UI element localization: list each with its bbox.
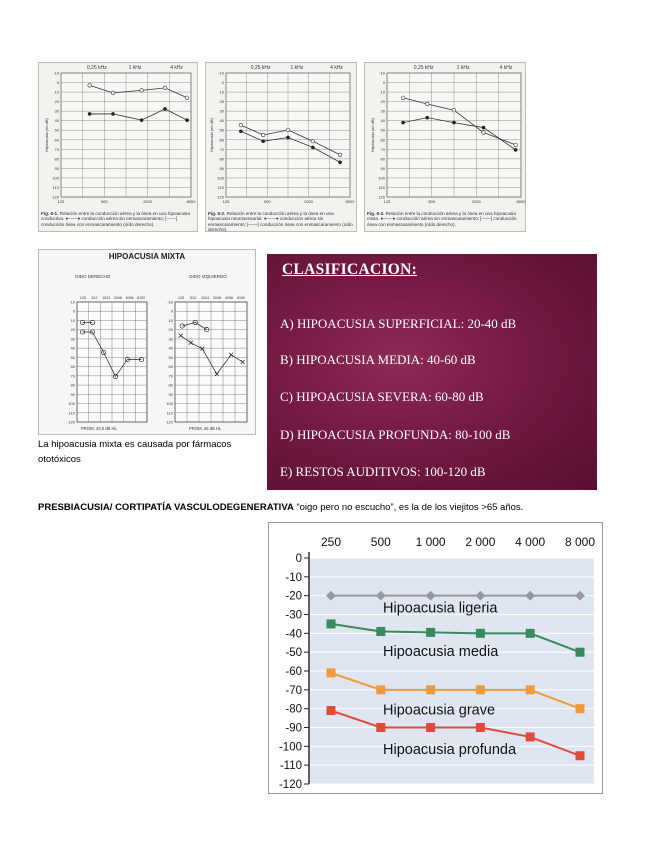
audiogram-point — [514, 148, 518, 152]
audiogram-header-label: 0,25 kHz — [87, 65, 107, 71]
audiogram-point — [140, 89, 144, 93]
presbiacusia-description: “oigo pero no escucho”, es la de los viejitos >65 años. — [293, 502, 524, 513]
y-tick-label: 10 — [54, 89, 59, 95]
data-point — [376, 627, 385, 636]
x-tick-label: 8000 — [345, 199, 355, 204]
y-tick-label: 30 — [380, 108, 385, 114]
classification-item: C) HIPOACUSIA SEVERA: 60-80 dB — [280, 389, 484, 404]
y-tick-label: -110 — [279, 760, 302, 773]
audiogram-point — [239, 129, 243, 133]
y-tick-label: -70 — [285, 684, 302, 697]
y-tick-label: -10 — [69, 299, 75, 305]
classification-slide — [267, 254, 597, 490]
x-tick-label: 8 000 — [564, 535, 596, 549]
audiogram-point — [514, 143, 518, 147]
y-tick-label: 120 — [217, 194, 224, 200]
audiogram-point — [452, 121, 456, 125]
y-tick-label: 70 — [380, 146, 385, 152]
data-point — [576, 704, 585, 713]
y-tick-label: 110 — [378, 184, 385, 190]
mixed-hearing-loss-audiograms — [38, 249, 256, 435]
y-tick-label: 40 — [380, 118, 385, 124]
audiogram-point — [286, 136, 290, 140]
y-tick-label: 20 — [219, 99, 224, 105]
y-tick-label: 50 — [70, 354, 75, 360]
audiogram-point — [239, 123, 243, 127]
audiogram-grid — [39, 63, 199, 233]
frequency-label: 1024 — [102, 296, 111, 300]
data-point — [476, 629, 485, 638]
audiogram-point — [111, 112, 115, 116]
y-axis-label: Hipoacusia (en dB) — [209, 117, 214, 153]
audiogram-point — [311, 146, 315, 150]
x-tick-label: 500 — [370, 535, 391, 549]
frequency-label: 4096 — [125, 296, 134, 300]
frequency-label: 125 — [178, 296, 184, 300]
y-tick-label: 80 — [70, 382, 75, 388]
data-point — [576, 751, 585, 760]
y-tick-label: -20 — [285, 590, 302, 603]
y-tick-label: 90 — [70, 391, 75, 397]
y-tick-label: 120 — [166, 419, 173, 425]
y-tick-label: 40 — [219, 118, 224, 124]
frequency-label: 125 — [79, 296, 86, 300]
y-tick-label: 50 — [54, 127, 59, 133]
y-tick-label: -120 — [278, 779, 302, 791]
y-tick-label: -50 — [285, 647, 302, 660]
frequency-label: 512 — [91, 296, 98, 300]
y-tick-label: 70 — [168, 373, 173, 379]
data-point — [526, 629, 535, 638]
y-tick-label: -10 — [167, 299, 173, 305]
audiogram-header-label: 0,25 kHz — [413, 65, 434, 71]
y-tick-label: 10 — [380, 89, 385, 95]
y-tick-label: 30 — [70, 336, 75, 342]
x-tick-label: 125 — [222, 199, 230, 204]
series-label: Hipoacusia ligeria — [383, 600, 498, 617]
audiogram-mixed — [364, 62, 526, 232]
y-tick-label: 10 — [219, 89, 224, 95]
y-tick-label: 20 — [70, 327, 75, 333]
y-tick-label: -30 — [285, 609, 302, 622]
y-tick-label: 80 — [168, 382, 173, 388]
y-axis-label: Hipoacusia (en dB) — [370, 117, 375, 153]
classification-title: CLASIFICACION: — [282, 261, 418, 278]
audiogram-point — [338, 153, 342, 157]
y-tick-label: 90 — [168, 391, 173, 397]
x-tick-label: 125 — [57, 199, 65, 204]
audiogram-caption: Fig. 6-2. Relación entre la conducción aérea y la ósea en una hipoacusia neurosensorial. ●——● conducción aérea sin enmascaramiento; [——[ conducción ósea con enmascaramiento (oído derecho). — [208, 211, 353, 233]
y-tick-label: 100 — [68, 401, 75, 407]
x-tick-label: 250 — [320, 535, 342, 549]
mixed-audiogram-grids — [39, 250, 257, 436]
y-tick-label: -80 — [285, 703, 302, 716]
audiogram-header-label: 4 kHz — [499, 65, 513, 71]
audiogram-point — [425, 116, 429, 120]
audiogram-header-label: 4 kHz — [170, 65, 183, 71]
y-tick-label: 0 — [56, 80, 59, 86]
audiogram-point — [261, 139, 265, 143]
audiogram-point — [482, 126, 486, 130]
data-point — [476, 685, 485, 694]
x-tick-label: 8000 — [516, 199, 526, 204]
audiogram-conductive — [38, 62, 198, 232]
data-point — [327, 706, 336, 715]
audiogram-header-label: 1 kHz — [456, 65, 470, 71]
y-tick-label: 0 — [72, 308, 75, 314]
audiogram-point — [163, 86, 167, 90]
x-tick-label: 500 — [263, 199, 271, 204]
y-tick-label: 100 — [217, 175, 224, 181]
mixed-caption: La hipoacusia mixta es causada por fármacos ototóxicos — [38, 439, 232, 465]
audiogram-point — [311, 139, 315, 143]
y-tick-label: 20 — [168, 327, 173, 333]
y-tick-label: -10 — [53, 70, 59, 76]
audiogram-point — [338, 160, 342, 164]
y-tick-label: 110 — [52, 184, 59, 190]
y-tick-label: 50 — [168, 354, 173, 360]
y-tick-label: 80 — [380, 156, 385, 162]
frequency-label: 2048 — [213, 296, 221, 300]
data-point — [327, 668, 336, 677]
presbiacusia-text — [38, 502, 523, 513]
y-tick-label: -60 — [285, 666, 302, 678]
x-tick-label: 4 000 — [515, 535, 546, 549]
audiogram-point — [185, 118, 189, 122]
data-point — [426, 628, 435, 637]
y-tick-label: 0 — [221, 80, 224, 86]
audiogram-point — [140, 118, 144, 122]
data-point — [426, 685, 435, 694]
y-axis-label: Hipoacusia (en dB) — [44, 117, 49, 153]
y-tick-label: -10 — [218, 70, 224, 76]
audiogram-point — [482, 131, 486, 135]
y-tick-label: 10 — [168, 317, 173, 323]
x-tick-label: 8000 — [186, 199, 196, 204]
y-tick-label: -90 — [285, 722, 302, 735]
audiogram-point — [401, 96, 405, 100]
audiogram-point — [185, 96, 189, 100]
left-ear-label: OIDO IZQUIERDO — [189, 274, 227, 279]
audiogram-point — [261, 133, 265, 137]
classification-item: A) HIPOACUSIA SUPERFICIAL: 20-40 dB — [280, 316, 517, 331]
data-point — [476, 723, 485, 732]
frequency-label: 4096 — [225, 296, 233, 300]
y-tick-label: 60 — [168, 364, 173, 370]
y-tick-label: 60 — [70, 364, 75, 370]
y-tick-label: 30 — [54, 108, 59, 114]
y-tick-label: 20 — [54, 99, 59, 105]
x-tick-label: 1 000 — [415, 535, 446, 549]
audiogram-sensorineural — [205, 62, 357, 232]
data-point — [327, 619, 336, 628]
audiogram-point — [88, 84, 92, 88]
y-tick-label: 90 — [54, 165, 59, 171]
frequency-label: 512 — [190, 296, 196, 300]
y-tick-label: 10 — [70, 317, 75, 323]
y-tick-label: 20 — [380, 99, 385, 105]
y-tick-label: 60 — [54, 137, 59, 143]
audiogram-point — [452, 108, 456, 112]
average-right: PROM. 40,0 dB HL — [81, 426, 117, 431]
audiogram-point — [425, 102, 429, 106]
data-point — [576, 648, 585, 657]
y-tick-label: 0 — [382, 80, 385, 86]
audiogram-header-label: 0,25 kHz — [250, 65, 271, 71]
y-tick-label: 80 — [54, 156, 59, 162]
x-tick-label: 2000 — [471, 199, 481, 204]
y-tick-label: 80 — [219, 156, 224, 162]
frequency-label: 2048 — [113, 296, 122, 300]
classification-item: D) HIPOACUSIA PROFUNDA: 80-100 dB — [280, 427, 511, 442]
x-tick-label: 500 — [428, 199, 436, 204]
y-tick-label: 30 — [219, 108, 224, 114]
audiogram-point — [88, 112, 92, 116]
y-tick-label: -40 — [285, 628, 302, 641]
y-tick-label: 90 — [219, 165, 224, 171]
y-tick-label: 110 — [166, 410, 173, 416]
presbiacusia-heading: PRESBIACUSIA/ CORTIPATÍA VASCULODEGENERATIVA — [38, 502, 294, 513]
frequency-label: 1024 — [201, 296, 209, 300]
x-tick-label: 500 — [100, 199, 108, 204]
y-tick-label: 40 — [168, 345, 173, 351]
audiogram-header-label: 1 kHz — [290, 65, 304, 71]
data-point — [526, 732, 535, 741]
hearing-loss-levels-chart — [268, 522, 603, 794]
y-tick-label: 40 — [54, 118, 59, 124]
average-left: PROM. 45 dB HL — [189, 426, 222, 431]
audiogram-point — [401, 121, 405, 125]
y-tick-label: 60 — [219, 137, 224, 143]
data-point — [376, 723, 385, 732]
y-tick-label: 50 — [219, 127, 224, 133]
x-tick-label: 2000 — [143, 199, 153, 204]
y-tick-label: 40 — [70, 345, 75, 351]
classification-item: B) HIPOACUSIA MEDIA: 40-60 dB — [280, 352, 476, 367]
y-tick-label: 110 — [217, 184, 224, 190]
audiogram-grid — [206, 63, 358, 233]
right-ear-label: OIDO DERECHO — [75, 274, 111, 279]
series-label: Hipoacusia profunda — [383, 741, 517, 758]
y-tick-label: -10 — [379, 70, 385, 76]
y-tick-label: 120 — [52, 194, 59, 200]
y-tick-label: 100 — [52, 175, 59, 181]
y-tick-label: 120 — [378, 194, 385, 200]
y-tick-label: 0 — [295, 553, 302, 565]
audiogram-point — [286, 128, 290, 132]
frequency-label: 8192 — [237, 296, 245, 300]
y-tick-label: -10 — [285, 571, 302, 584]
y-tick-label: 60 — [380, 137, 385, 143]
y-tick-label: 70 — [70, 373, 75, 379]
data-point — [526, 685, 535, 694]
audiogram-caption: Fig. 6-3. Relación entre la conducción aérea y la ósea en una hipoacusia mixta. ●——● conducción aérea sin enmascaramiento; [——[ conducción ósea con enmascaramiento (oído derecho). — [367, 211, 517, 227]
mixed-title: HIPOACUSIA MIXTA — [108, 252, 186, 261]
y-tick-label: -100 — [278, 741, 302, 754]
y-tick-label: 100 — [378, 175, 385, 181]
data-point — [376, 685, 385, 694]
data-point — [426, 723, 435, 732]
y-tick-label: 100 — [166, 401, 173, 407]
x-tick-label: 2000 — [304, 199, 314, 204]
frequency-label: 8192 — [137, 296, 146, 300]
y-tick-label: 110 — [68, 410, 75, 416]
audiogram-point — [163, 107, 167, 111]
audiogram-caption: Fig. 6-1. Relación entre la conducción aérea y la ósea en una hipoacusia conductiva. ●——● conducción aérea sin enmascaramiento; [——[ conducción ósea con enmascaramiento (oído derecho). — [41, 211, 190, 227]
audiogram-header-label: 4 kHz — [330, 65, 343, 71]
classification-item: E) RESTOS AUDITIVOS: 100-120 dB — [280, 464, 486, 479]
audiogram-grid — [365, 63, 527, 233]
y-tick-label: 70 — [219, 146, 224, 152]
y-tick-label: 50 — [380, 127, 385, 133]
audiogram-point — [111, 91, 115, 95]
y-tick-label: 120 — [68, 419, 75, 425]
y-tick-label: 70 — [54, 146, 59, 152]
y-tick-label: 30 — [168, 336, 173, 342]
chart-svg — [269, 523, 604, 795]
x-tick-label: 2 000 — [465, 535, 496, 549]
series-label: Hipoacusia grave — [383, 702, 496, 719]
audiogram-header-label: 1 kHz — [128, 65, 142, 71]
y-tick-label: 0 — [170, 308, 173, 314]
x-tick-label: 125 — [383, 199, 391, 204]
y-tick-label: 90 — [380, 165, 385, 171]
series-label: Hipoacusia media — [383, 643, 499, 660]
